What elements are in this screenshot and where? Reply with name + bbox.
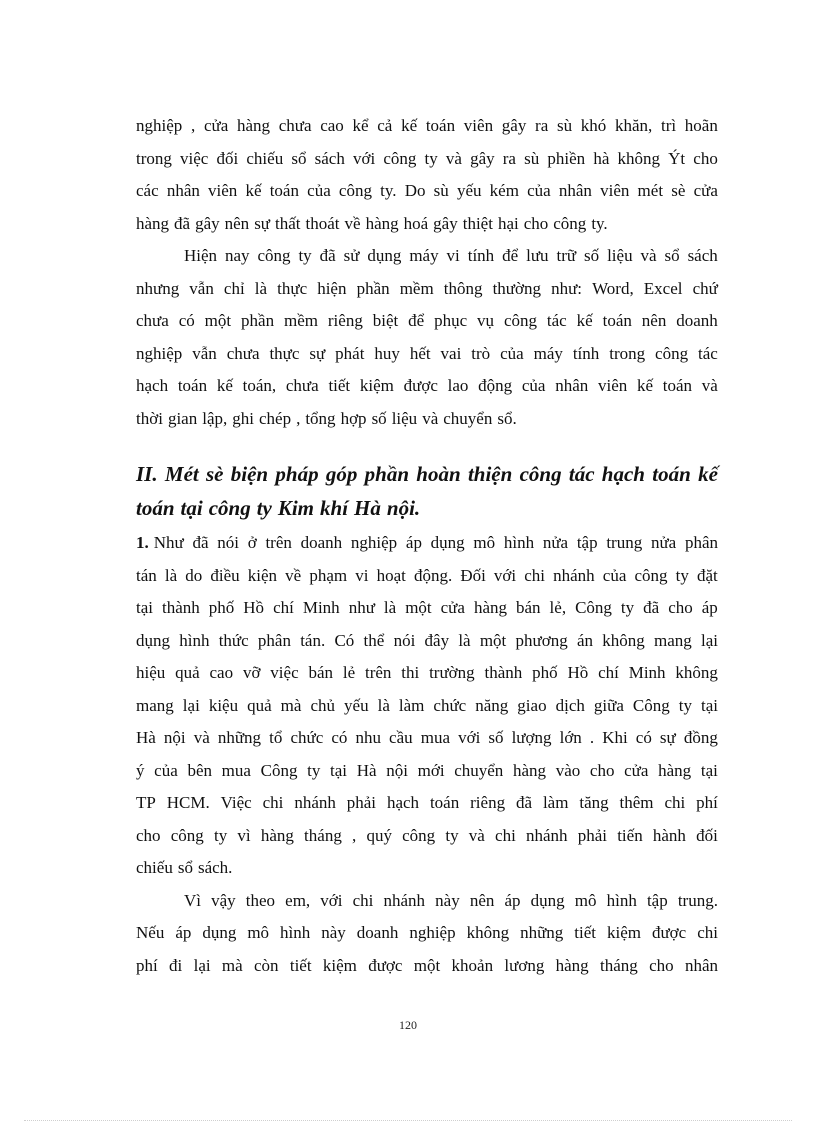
paragraph-computer-usage	[136, 240, 718, 435]
text-line: chưa có một phần mềm riêng biệt để phục vụ công tác kế toán nên doanh	[136, 311, 718, 330]
text-line: mang lại kiệu quả mà chủ yếu là làm chức năng giao dịch giữa Công ty tại	[136, 695, 718, 715]
text-line: Nếu áp dụng mô hình này doanh nghiệp không những tiết kiệm được chi	[136, 923, 718, 942]
text-line: tán là do điều kiện về phạm vi hoạt động. Đối với chi nhánh của công ty đặt	[136, 565, 718, 585]
text-line: nhưng vẫn chỉ là thực hiện phần mềm thông thường như: Word, Excel chứ	[136, 278, 718, 298]
text-line: Hà nội và những tổ chức có nhu cầu mua với số lượng lớn . Khi có sự đồng	[136, 728, 718, 747]
text-line: Vì vậy theo em, với chi nhánh này nên áp dụng mô hình tập trung.	[184, 890, 718, 910]
page-number: 120	[399, 1018, 417, 1032]
text-line: chiếu sổ sách.	[136, 858, 233, 877]
text-line: hàng đã gây nên sự thất thoát về hàng hoá gây thiệt hại cho công ty.	[136, 213, 608, 233]
text-line: nghiệp , cửa hàng chưa cao kể cả kế toán viên gây ra sù khó khăn, trì hoãn	[136, 116, 718, 135]
text-line: dụng hình thức phân tán. Có thể nói đây là một phương án không mang lại	[136, 630, 718, 650]
text-line: thời gian lập, ghi chép , tổng hợp số liệu và chuyển sổ.	[136, 408, 517, 428]
text-line: hiệu quả cao vỡ việc bán lẻ trên thi trường thành phố Hồ chí Minh không	[136, 663, 718, 682]
heading-line: II. Mét sè biện pháp góp phần hoàn thiện công tác hạch toán kế	[136, 462, 718, 486]
text-line: các nhân viên kế toán của công ty. Do sù yếu kém của nhân viên mét sè cửa	[136, 181, 718, 200]
text-line: TP HCM. Việc chi nhánh phải hạch toán riêng đã làm tăng thêm chi phí	[136, 793, 718, 812]
heading-line: toán tại công ty Kim khí Hà nội.	[136, 496, 421, 520]
item-number: 1.	[136, 533, 149, 552]
text-line: phí đi lại mà còn tiết kiệm được một khoản lương hàng tháng cho nhân	[136, 955, 718, 975]
paragraph-numbered-1	[136, 527, 718, 885]
document-body	[136, 110, 718, 982]
text-line: Hiện nay công ty đã sử dụng máy vi tính để lưu trữ số liệu và sổ sách	[184, 246, 718, 265]
first-line-text: Như đã nói ở trên doanh nghiệp áp dụng mô hình nửa tập trung nửa phân	[153, 533, 718, 552]
section-heading	[136, 457, 718, 525]
paragraph-recommendation	[136, 885, 718, 983]
text-line-numbered	[136, 527, 718, 560]
text-line: tại thành phố Hồ chí Minh như là một cửa hàng bán lẻ, Công ty đã cho áp	[136, 598, 718, 617]
paragraph-continuation	[136, 110, 718, 240]
text-line: trong việc đối chiếu sổ sách với công ty và gây ra sù phiền hà không Ýt cho	[136, 148, 718, 168]
text-line: nghiệp vẫn chưa thực sự phát huy hết vai trò của máy tính trong công tác	[136, 343, 718, 363]
page-bottom-divider	[24, 1120, 792, 1121]
text-line: hạch toán kế toán, chưa tiết kiệm được lao động của nhân viên kế toán và	[136, 376, 718, 395]
text-line: cho công ty vì hàng tháng , quý công ty và chi nhánh phải tiến hành đối	[136, 825, 718, 845]
text-line: ý của bên mua Công ty tại Hà nội mới chuyển hàng vào cho cửa hàng tại	[136, 760, 718, 780]
